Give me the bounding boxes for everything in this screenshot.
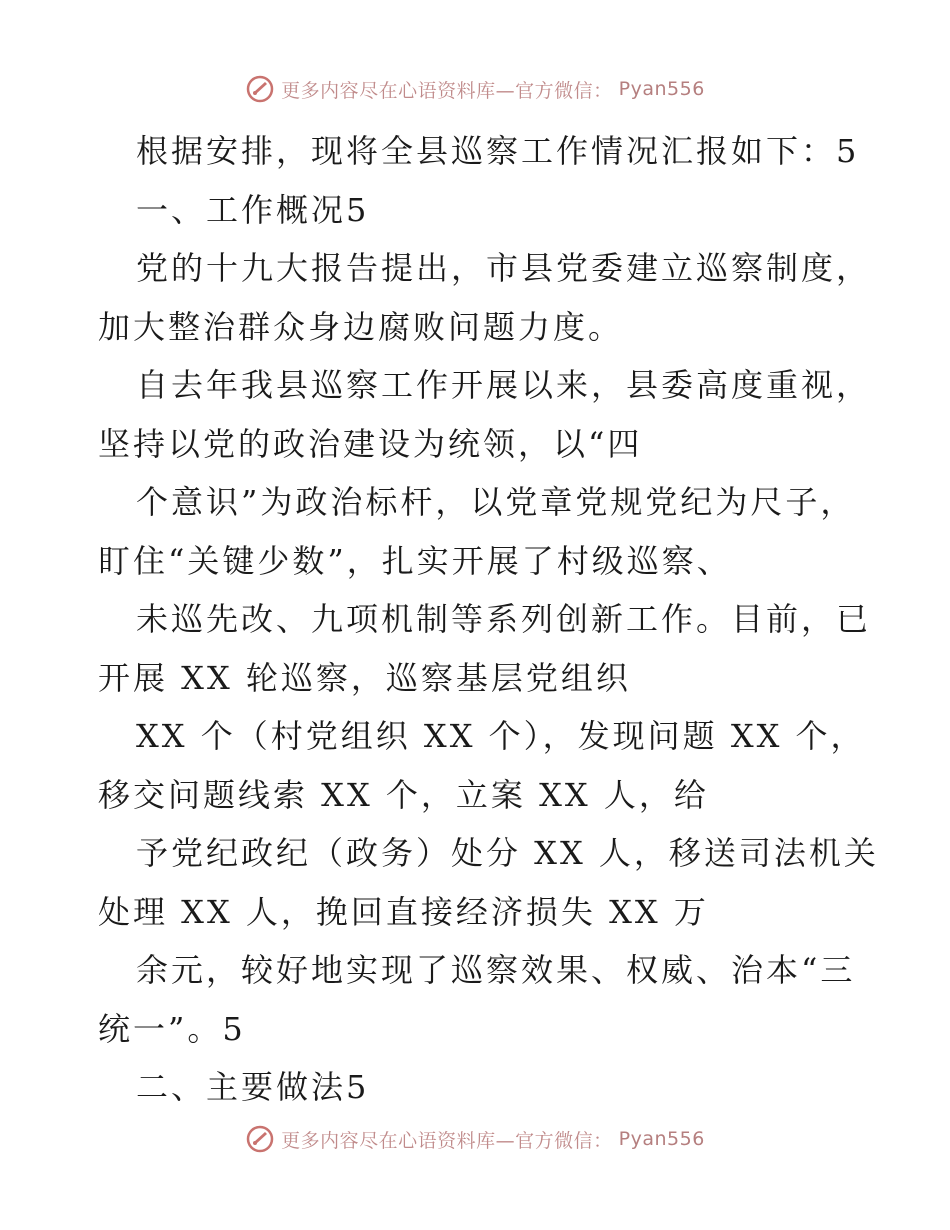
text-line: 统一”。5 bbox=[98, 1009, 246, 1048]
text-line: XX 个（村党组织 XX 个），发现问题 XX 个， bbox=[136, 717, 866, 755]
text-line: 党的十九大报告提出，市县党委建立巡察制度， bbox=[136, 249, 872, 287]
text-line: 加大整治群众身边腐败问题力度。 bbox=[98, 307, 624, 346]
text-line: 自去年我县巡察工作开展以来，县委高度重视， bbox=[136, 366, 872, 404]
watermark-footer bbox=[0, 1124, 950, 1154]
text-line: 处理 XX 人，挽回直接经济损失 XX 万 bbox=[98, 892, 709, 931]
text-line: 根据安排，现将全县巡察工作情况汇报如下：5 bbox=[136, 132, 860, 170]
section-heading: 二、主要做法5 bbox=[136, 1068, 370, 1106]
text-line: 坚持以党的政治建设为统领，以“四 bbox=[98, 424, 643, 463]
text-line: 盯住“关键少数”，扎实开展了村级巡察、 bbox=[98, 541, 732, 580]
text-line: 余元，较好地实现了巡察效果、权威、治本“三 bbox=[136, 951, 856, 989]
text-line: 予党纪政纪（政务）处分 XX 人，移送司法机关 bbox=[136, 834, 879, 872]
text-line: 移交问题线索 XX 个，立案 XX 人，给 bbox=[98, 775, 709, 814]
watermark-header bbox=[0, 74, 950, 104]
watermark-text: 更多内容尽在心语资料库—官方微信： bbox=[281, 79, 613, 102]
watermark-wechat-id: Pyan556 bbox=[618, 78, 705, 100]
watermark-wechat-id: Pyan556 bbox=[618, 1128, 705, 1150]
watermark-text: 更多内容尽在心语资料库—官方微信： bbox=[281, 1129, 613, 1152]
section-heading: 一、工作概况5 bbox=[136, 190, 370, 229]
text-line: 个意识”为政治标杆，以党章党规党纪为尺子， bbox=[136, 483, 856, 521]
text-line: 未巡先改、九项机制等系列创新工作。目前，已 bbox=[136, 600, 872, 638]
brand-logo-icon bbox=[245, 1124, 275, 1154]
brand-logo-icon bbox=[245, 74, 275, 104]
text-line: 开展 XX 轮巡察，巡察基层党组织 bbox=[98, 658, 631, 697]
document-body bbox=[98, 122, 879, 1117]
